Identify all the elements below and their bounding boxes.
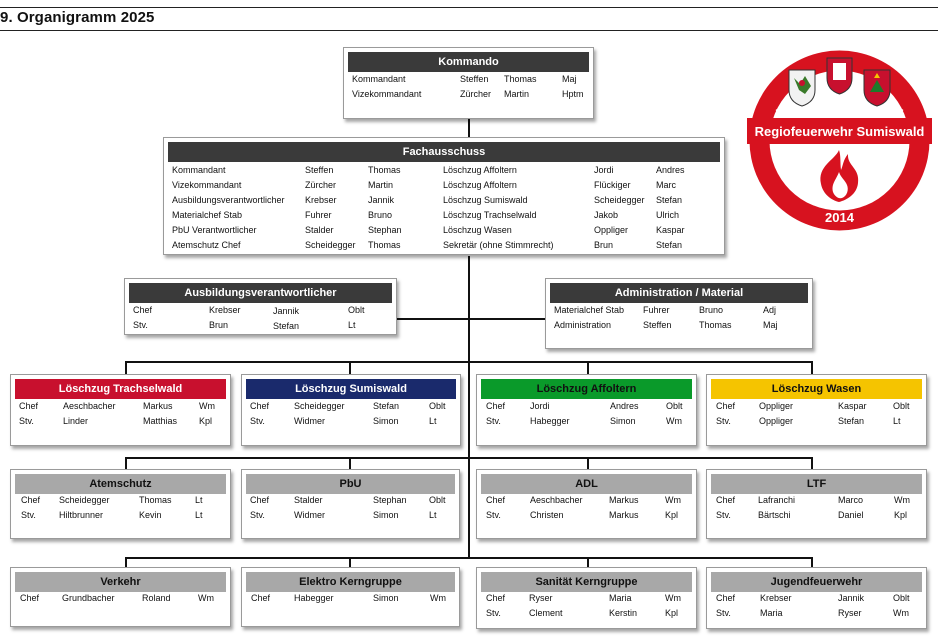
administration-cell: Steffen — [643, 320, 672, 330]
unit-cell: Oblt — [893, 593, 910, 603]
kommando-cell: Kommandant — [352, 74, 406, 84]
unit-cell: Oblt — [429, 495, 446, 505]
unit-cell: Bärtschi — [758, 510, 791, 520]
unit-title-trachselwald: Löschzug Trachselwald — [15, 379, 226, 399]
fach-cell: Materialchef Stab — [172, 210, 243, 220]
kommando-cell: Zürcher — [460, 89, 492, 99]
unit-cell: Kpl — [665, 510, 679, 520]
kommando-title: Kommando — [348, 52, 589, 72]
fach-cell: Scheidegger — [594, 195, 645, 205]
unit-cell: Lt — [195, 495, 203, 505]
ausbildung-cell: Brun — [209, 320, 229, 330]
fach-cell: Flückiger — [594, 180, 631, 190]
unit-cell: Oblt — [429, 401, 446, 411]
fach-cell: Löschzug Trachselwald — [443, 210, 537, 220]
unit-cell: Jordi — [530, 401, 550, 411]
unit-box-pbu — [241, 469, 460, 539]
unit-cell: Widmer — [294, 416, 325, 426]
fach-cell: Vizekommandant — [172, 180, 242, 190]
administration-cell: Materialchef Stab — [554, 305, 625, 315]
fach-cell: Stefan — [656, 240, 683, 250]
unit-cell: Wm — [665, 495, 681, 505]
unit-cell: Scheidegger — [294, 401, 345, 411]
unit-cell: Simon — [610, 416, 636, 426]
unit-cell: Wm — [665, 593, 681, 603]
unit-cell: Kaspar — [838, 401, 867, 411]
unit-cell: Lafranchi — [758, 495, 796, 505]
administration-cell: Maj — [763, 320, 778, 330]
unit-cell: Maria — [609, 593, 632, 603]
unit-cell: Chef — [716, 495, 736, 505]
unit-cell: Stv. — [716, 510, 731, 520]
administration-cell: Adj — [763, 305, 777, 315]
unit-title-ltf: LTF — [711, 474, 922, 494]
header-line-top — [0, 7, 938, 8]
fach-cell: Brun — [594, 240, 614, 250]
kommando-cell: Steffen — [460, 74, 489, 84]
kommando-cell: Maj — [562, 74, 577, 84]
unit-title-atemschutz: Atemschutz — [15, 474, 226, 494]
unit-cell: Chef — [716, 401, 736, 411]
unit-box-ltf — [706, 469, 927, 539]
logo-crest-right-icon — [864, 70, 890, 106]
unit-cell: Widmer — [294, 510, 325, 520]
unit-cell: Stephan — [373, 495, 407, 505]
unit-cell: Kpl — [199, 416, 213, 426]
administration-title: Administration / Material — [550, 283, 808, 303]
ausbildung-cell: Oblt — [348, 305, 365, 315]
unit-cell: Christen — [530, 510, 564, 520]
fach-cell: Löschzug Affoltern — [443, 165, 517, 175]
unit-cell: Chef — [716, 593, 736, 603]
fach-cell: Löschzug Wasen — [443, 225, 512, 235]
fach-cell: Fuhrer — [305, 210, 332, 220]
fach-cell: Andres — [656, 165, 685, 175]
unit-cell: Oblt — [893, 401, 910, 411]
unit-cell: Lt — [893, 416, 901, 426]
connector-row1-bar — [125, 361, 813, 363]
kommando-box — [343, 47, 594, 119]
fach-cell: Zürcher — [305, 180, 337, 190]
unit-cell: Kpl — [894, 510, 908, 520]
unit-cell: Stv. — [716, 416, 731, 426]
fach-cell: Atemschutz Chef — [172, 240, 241, 250]
connector-main-spine — [468, 256, 470, 559]
unit-cell: Wm — [666, 416, 682, 426]
unit-box-elektro — [241, 567, 460, 627]
kommando-cell: Vizekommandant — [352, 89, 422, 99]
connector-row1-drop-4 — [811, 361, 813, 375]
unit-cell: Stv. — [19, 416, 34, 426]
unit-box-verkehr — [10, 567, 231, 627]
unit-cell: Chef — [21, 495, 41, 505]
unit-box-sanitaet — [476, 567, 697, 629]
unit-cell: Ryser — [529, 593, 553, 603]
unit-cell: Kerstin — [609, 608, 638, 618]
fach-cell: Thomas — [368, 240, 401, 250]
connector-row1-drop-3 — [587, 361, 589, 375]
unit-cell: Matthias — [143, 416, 178, 426]
fach-cell: Löschzug Sumiswald — [443, 195, 528, 205]
fach-cell: Sekretär (ohne Stimmrecht) — [443, 240, 554, 250]
fach-cell: Kaspar — [656, 225, 685, 235]
connector-row1-drop-1 — [125, 361, 127, 375]
unit-title-adl: ADL — [481, 474, 692, 494]
unit-cell: Habegger — [530, 416, 570, 426]
logo-crest-left-icon — [789, 70, 815, 106]
connector-row2-bar — [125, 457, 813, 459]
unit-cell: Habegger — [294, 593, 334, 603]
unit-cell: Simon — [373, 510, 399, 520]
fach-cell: Ulrich — [656, 210, 680, 220]
unit-cell: Aeschbacher — [63, 401, 116, 411]
unit-cell: Linder — [63, 416, 89, 426]
fach-cell: Bruno — [368, 210, 393, 220]
unit-cell: Chef — [19, 401, 39, 411]
unit-cell: Chef — [20, 593, 40, 603]
unit-cell: Kpl — [665, 608, 679, 618]
unit-title-sanitaet: Sanität Kerngruppe — [481, 572, 692, 592]
connector-row1-drop-2 — [349, 361, 351, 375]
unit-cell: Jannik — [838, 593, 865, 603]
unit-cell: Clement — [529, 608, 563, 618]
unit-cell: Stefan — [838, 416, 865, 426]
unit-title-pbu: PbU — [246, 474, 455, 494]
unit-cell: Markus — [609, 510, 639, 520]
unit-cell: Aeschbacher — [530, 495, 583, 505]
unit-cell: Thomas — [139, 495, 172, 505]
fach-cell: Thomas — [368, 165, 401, 175]
unit-box-wasen — [706, 374, 927, 446]
administration-cell: Administration — [554, 320, 612, 330]
ausbildung-cell: Stv. — [133, 320, 148, 330]
unit-box-adl — [476, 469, 697, 539]
unit-cell: Marco — [838, 495, 864, 505]
fach-cell: Oppliger — [594, 225, 629, 235]
unit-cell: Markus — [609, 495, 639, 505]
unit-cell: Chef — [250, 401, 270, 411]
connector-kommando-fach — [468, 118, 470, 138]
administration-cell: Fuhrer — [643, 305, 670, 315]
unit-cell: Andres — [610, 401, 639, 411]
unit-cell: Stv. — [716, 608, 731, 618]
fach-cell: Martin — [368, 180, 394, 190]
unit-cell: Oblt — [666, 401, 683, 411]
fachausschuss-box — [163, 137, 725, 255]
unit-box-trachselwald — [10, 374, 231, 446]
unit-title-elektro: Elektro Kerngruppe — [246, 572, 455, 592]
fach-cell: Löschzug Affoltern — [443, 180, 517, 190]
unit-cell: Chef — [486, 401, 506, 411]
fach-cell: PbU Verantwortlicher — [172, 225, 257, 235]
unit-cell: Daniel — [838, 510, 864, 520]
administration-cell: Thomas — [699, 320, 732, 330]
unit-cell: Markus — [143, 401, 173, 411]
unit-cell: Stalder — [294, 495, 323, 505]
connector-staff-line — [397, 318, 545, 320]
fach-cell: Kommandant — [172, 165, 226, 175]
unit-cell: Krebser — [760, 593, 792, 603]
administration-box — [545, 278, 813, 349]
unit-cell: Wm — [893, 608, 909, 618]
kommando-cell: Hptm — [562, 89, 584, 99]
unit-box-sumiswald — [241, 374, 461, 446]
unit-cell: Stv. — [486, 416, 501, 426]
unit-cell: Oppliger — [759, 401, 794, 411]
unit-cell: Roland — [142, 593, 171, 603]
unit-cell: Ryser — [838, 608, 862, 618]
unit-cell: Wm — [430, 593, 446, 603]
logo-year: 2014 — [825, 210, 854, 225]
logo-text: Regiofeuerwehr Sumiswald — [754, 124, 925, 139]
fach-cell: Stephan — [368, 225, 402, 235]
fach-cell: Ausbildungsverantwortlicher — [172, 195, 285, 205]
unit-cell: Kevin — [139, 510, 162, 520]
unit-cell: Wm — [199, 401, 215, 411]
fach-cell: Steffen — [305, 165, 334, 175]
fach-cell: Marc — [656, 180, 676, 190]
kommando-cell: Thomas — [504, 74, 537, 84]
administration-cell: Bruno — [699, 305, 724, 315]
unit-box-atemschutz — [10, 469, 231, 539]
unit-title-wasen: Löschzug Wasen — [711, 379, 922, 399]
fach-cell: Stalder — [305, 225, 334, 235]
connector-row3-bar — [125, 557, 813, 559]
unit-cell: Grundbacher — [62, 593, 115, 603]
unit-cell: Chef — [486, 593, 506, 603]
unit-cell: Simon — [373, 593, 399, 603]
unit-cell: Chef — [486, 495, 506, 505]
fach-cell: Krebser — [305, 195, 337, 205]
unit-box-jugend — [706, 567, 927, 629]
unit-cell: Lt — [195, 510, 203, 520]
unit-cell: Hiltbrunner — [59, 510, 104, 520]
unit-title-sumiswald: Löschzug Sumiswald — [246, 379, 456, 399]
unit-cell: Stv. — [486, 510, 501, 520]
fachausschuss-title: Fachausschuss — [168, 142, 720, 162]
unit-box-affoltern — [476, 374, 697, 446]
unit-cell: Chef — [250, 495, 270, 505]
ausbildung-title: Ausbildungsverantwortlicher — [129, 283, 392, 303]
unit-title-affoltern: Löschzug Affoltern — [481, 379, 692, 399]
unit-cell: Stv. — [21, 510, 36, 520]
kommando-cell: Martin — [504, 89, 530, 99]
ausbildung-cell: Chef — [133, 305, 153, 315]
unit-cell: Lt — [429, 416, 437, 426]
unit-cell: Wm — [198, 593, 214, 603]
unit-cell: Stv. — [486, 608, 501, 618]
ausbildung-cell: Stefan — [273, 321, 300, 331]
unit-title-verkehr: Verkehr — [15, 572, 226, 592]
unit-cell: Scheidegger — [59, 495, 110, 505]
unit-cell: Chef — [251, 593, 271, 603]
unit-cell: Maria — [760, 608, 783, 618]
unit-title-jugend: Jugendfeuerwehr — [711, 572, 922, 592]
unit-cell: Wm — [894, 495, 910, 505]
unit-cell: Stv. — [250, 416, 265, 426]
fach-cell: Jordi — [594, 165, 614, 175]
ausbildung-cell: Jannik — [273, 306, 300, 316]
unit-cell: Stv. — [250, 510, 265, 520]
ausbildung-box — [124, 278, 397, 335]
fach-cell: Jakob — [594, 210, 619, 220]
ausbildung-cell: Lt — [348, 320, 356, 330]
ausbildung-cell: Krebser — [209, 305, 241, 315]
unit-cell: Lt — [429, 510, 437, 520]
fach-cell: Stefan — [656, 195, 683, 205]
regiofeuerwehr-logo — [747, 48, 932, 233]
page-title: 9. Organigramm 2025 — [0, 9, 155, 26]
unit-cell: Stefan — [373, 401, 400, 411]
logo-crest-center-icon — [827, 58, 852, 94]
unit-cell: Oppliger — [759, 416, 794, 426]
unit-cell: Simon — [373, 416, 399, 426]
fach-cell: Jannik — [368, 195, 395, 205]
fach-cell: Scheidegger — [305, 240, 356, 250]
header-line-bottom — [0, 30, 938, 31]
